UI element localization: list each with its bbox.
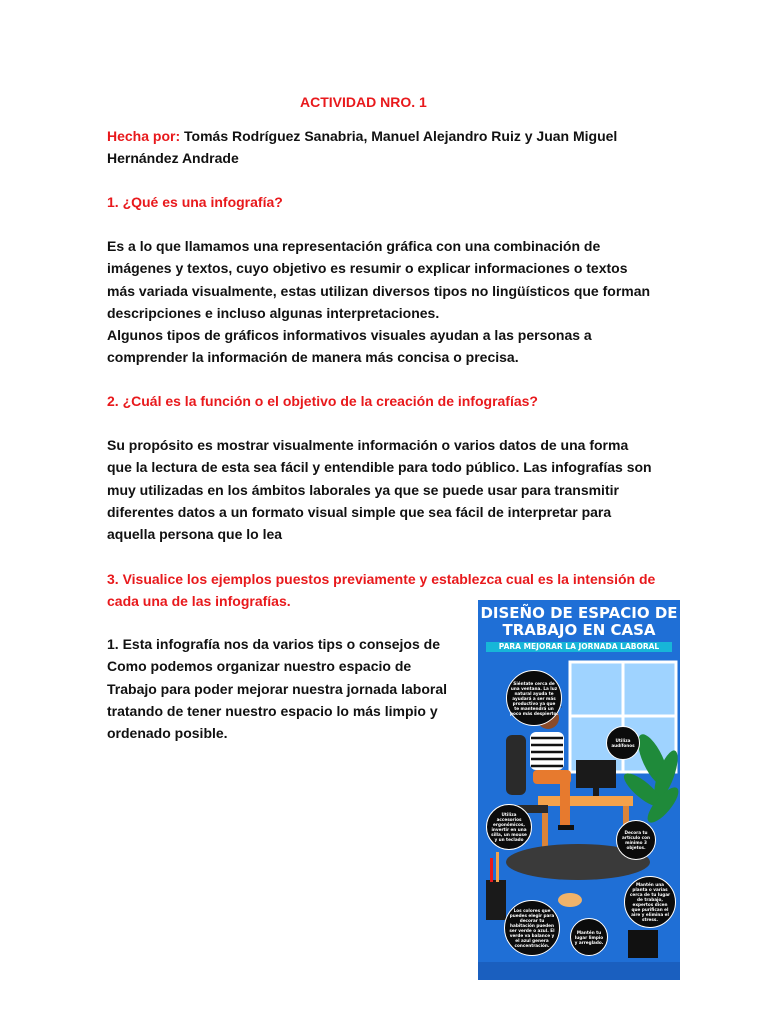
infographic-title-line1: DISEÑO DE ESPACIO DE: [480, 604, 678, 622]
answer-1-line: más variada visualmente, estas utilizan diversos tipos no lingüísticos que forman: [107, 282, 651, 299]
document-title: ACTIVIDAD NRO. 1: [300, 94, 427, 110]
authors: [107, 125, 667, 169]
infographic-image: [478, 600, 680, 980]
tip-bubble-headphones: Utiliza audífonos: [606, 726, 640, 760]
answer-3-line: ordenado posible.: [107, 725, 228, 742]
answer-3-line: tratando de tener nuestro espacio lo más limpio y: [107, 702, 438, 719]
authors-label: Hecha por:: [107, 128, 181, 144]
answer-3-line: Trabajo para poder mejorar nuestra jornada laboral: [107, 680, 447, 697]
answer-2: [107, 434, 667, 545]
infographic-title-line2: TRABAJO EN CASA: [502, 621, 656, 639]
answer-3-line: Como podemos organizar nuestro espacio de: [107, 658, 412, 675]
tip-bubble-clean: Mantén tu lugar limpio y arreglado.: [570, 918, 608, 956]
answer-2-line: que la lectura de esta sea fácil y entendible para todo público. Las infografías son: [107, 459, 652, 476]
question-2: 2. ¿Cuál es la función o el objetivo de la creación de infografías?: [107, 393, 538, 409]
answer-1-line: imágenes y textos, cuyo objetivo es resumir o explicar informaciones o textos: [107, 260, 628, 277]
tip-bubble-plant: Mantén una planta o varias cerca de tu lugar de trabajo, expertos dicen que purifican el aire y elimina el stress.: [624, 876, 676, 928]
authors-names-line1: Tomás Rodríguez Sanabria, Manuel Alejandro Ruiz y Juan Miguel: [180, 128, 618, 144]
answer-2-line: muy utilizadas en los ámbitos laborales ya que se puede usar para transmitir: [107, 481, 619, 498]
tip-bubble-ergonomic: Utiliza accesorios ergonómicos, invertir en una silla, un mouse y un teclado: [486, 804, 532, 850]
answer-3-line: 1. Esta infografía nos da varios tips o consejos de: [107, 636, 440, 652]
question-3-line2: cada una de las infografías.: [107, 593, 291, 609]
answer-1-line: comprender la información de manera más concisa o precisa.: [107, 349, 519, 366]
tip-bubble-colors: Los colores que puedes elegir para decorar tu habitación pueden ser verde o azul. El verde va balance y el azul genera concentración.: [504, 900, 560, 956]
answer-2-line: aquella persona que lo lea: [107, 526, 283, 543]
answer-3: [107, 633, 452, 744]
question-1: 1. ¿Qué es una infografía?: [107, 194, 283, 210]
answer-1: [107, 235, 667, 369]
authors-names-line2: Hernández Andrade: [107, 150, 239, 166]
question-3-line1: 3. Visualice los ejemplos puestos previamente y establezca cual es la intensión de: [107, 571, 656, 587]
answer-2-line: Su propósito es mostrar visualmente información o varios datos de una forma: [107, 437, 629, 453]
infographic-subtitle: PARA MEJORAR LA JORNADA LABORAL: [486, 642, 672, 652]
answer-1-line: descripciones e incluso algunas interpretaciones.: [107, 304, 440, 321]
tip-bubble-decorate: Decora tu artículo con mínimo 3 objetos.: [616, 820, 656, 860]
answer-1-line: Es a lo que llamamos una representación gráfica con una combinación de: [107, 238, 601, 254]
answer-2-line: diferentes datos a un formato visual simple que sea fácil de interpretar para: [107, 503, 612, 520]
answer-1-line: Algunos tipos de gráficos informativos visuales ayudan a las personas a: [107, 327, 592, 344]
tip-bubble-window: Siéntate cerca de una ventana. La luz natural ayuda te ayudará a ser más productivo ya que te mantendrá un poco más despierto.: [506, 670, 562, 726]
